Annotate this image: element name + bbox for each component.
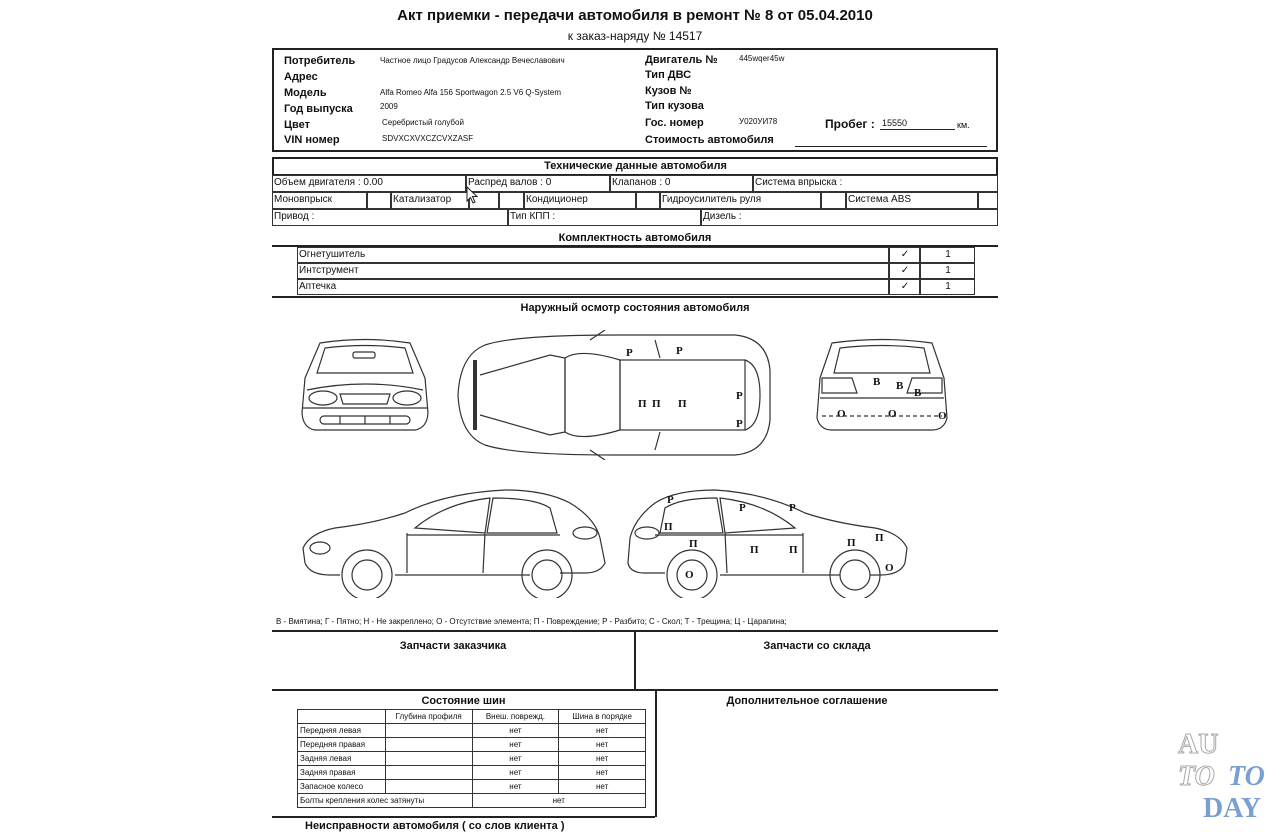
damage-mark: П xyxy=(678,398,687,410)
tech-cell: Система ABS xyxy=(846,192,978,209)
info-label: Потребитель xyxy=(284,55,356,67)
info-value-color: Серебристый голубой xyxy=(382,118,464,127)
tech-cell: Распред валов : 0 xyxy=(466,175,610,192)
tech-cell: Тип КПП : xyxy=(508,209,701,226)
damage-mark: О xyxy=(685,569,694,581)
damage-mark: Р xyxy=(676,345,683,357)
tires-header-row xyxy=(298,710,646,724)
info-label: Тип кузова xyxy=(645,100,704,112)
mileage-unit: км. xyxy=(957,120,970,130)
damage-mark: О xyxy=(837,408,846,420)
logo-to-outline: TO xyxy=(1178,761,1215,792)
kit-title: Комплектность автомобиля xyxy=(558,232,712,244)
info-label: Стоимость автомобиля xyxy=(645,134,774,146)
tire-damage[interactable]: нет xyxy=(472,766,559,780)
info-value-vin: SDVXCXVXCZCVXZASF xyxy=(382,134,474,143)
tires-header: Внеш. поврежд. xyxy=(472,710,559,724)
tire-row xyxy=(298,766,646,780)
kit-item-check[interactable]: ✓ xyxy=(889,279,920,295)
tech-cell: Объем двигателя : 0.00 xyxy=(272,175,466,192)
damage-mark: Р xyxy=(736,390,743,402)
damage-mark: П xyxy=(638,398,647,410)
info-label: Год выпуска xyxy=(284,103,353,115)
tire-name: Задняя левая xyxy=(298,752,386,766)
tire-damage[interactable]: нет xyxy=(472,738,559,752)
info-label: Адрес xyxy=(284,71,318,83)
tires-header: Шина в порядке xyxy=(559,710,646,724)
car-left-side-diagram xyxy=(295,478,615,598)
tech-cell: Дизель : xyxy=(701,209,998,226)
mileage-value: 15550 xyxy=(882,118,908,128)
damage-mark: В xyxy=(873,376,881,388)
damage-mark: В xyxy=(914,387,922,399)
damage-mark: Р xyxy=(736,418,743,430)
tech-cell: Моновпрыск xyxy=(272,192,367,209)
kit-item-name: Огнетушитель xyxy=(297,247,889,263)
order-reference: к заказ-наряду № 14517 xyxy=(567,29,703,43)
tire-depth[interactable] xyxy=(385,752,472,766)
tire-name: Передняя правая xyxy=(298,738,386,752)
damage-mark: В xyxy=(896,380,904,392)
bolts-row xyxy=(298,794,646,808)
tire-depth[interactable] xyxy=(385,724,472,738)
tire-row xyxy=(298,780,646,794)
damage-mark: Р xyxy=(626,347,633,359)
tires-header: Глубина профиля xyxy=(385,710,472,724)
document-title: Акт приемки - передачи автомобиля в ремонт № 8 от 05.04.2010 xyxy=(397,7,873,24)
info-value-year: 2009 xyxy=(380,102,398,111)
damage-legend: В - Вмятина; Г - Пятно; Н - Не закреплено; О - Отсутствие элемента; П - Повреждение; Р - Разбито; С - Скол; Т - Трещина; Ц - Царапина; xyxy=(276,617,787,626)
inspection-title: Наружный осмотр состояния автомобиля xyxy=(520,302,750,314)
parts-bottom-line xyxy=(272,689,998,691)
tech-checkbox[interactable] xyxy=(499,192,524,209)
tech-checkbox[interactable] xyxy=(821,192,846,209)
info-label: Модель xyxy=(284,87,327,99)
tech-title-cell xyxy=(272,157,998,175)
mileage-label: Пробег : xyxy=(825,117,875,131)
tires-table xyxy=(297,709,646,808)
info-label: Тип ДВС xyxy=(645,69,692,81)
kit-item-name: Аптечка xyxy=(297,279,889,295)
tires-divider xyxy=(655,689,657,817)
tire-name: Задняя правая xyxy=(298,766,386,780)
tire-row xyxy=(298,724,646,738)
tire-ok[interactable]: нет xyxy=(559,752,646,766)
damage-mark: П xyxy=(847,537,856,549)
tech-cell: Гидроусилитель руля xyxy=(660,192,821,209)
tech-checkbox[interactable] xyxy=(367,192,391,209)
stock-parts-title: Запчасти со склада xyxy=(763,640,871,652)
mileage-line xyxy=(880,129,955,130)
logo-day: DAY xyxy=(1203,793,1262,824)
tire-depth[interactable] xyxy=(385,738,472,752)
faults-title: Неисправности автомобиля ( со слов клиента ) xyxy=(305,820,565,832)
tire-ok[interactable]: нет xyxy=(559,738,646,752)
damage-mark: О xyxy=(888,408,897,420)
car-rear-view-diagram xyxy=(812,338,952,438)
logo-au: AU xyxy=(1178,729,1219,760)
damage-mark: П xyxy=(664,521,673,533)
damage-mark: Р xyxy=(667,494,674,506)
kit-bottom-line xyxy=(272,296,998,298)
tire-name: Запасное колесо xyxy=(298,780,386,794)
damage-mark: П xyxy=(652,398,661,410)
kit-item-qty: 1 xyxy=(920,263,975,279)
tires-title: Состояние шин xyxy=(421,695,506,707)
damage-mark: П xyxy=(689,538,698,550)
info-value-model: Alfa Romeo Alfa 156 Sportwagon 2.5 V6 Q-System xyxy=(380,88,561,97)
damage-mark: П xyxy=(789,544,798,556)
tire-row xyxy=(298,752,646,766)
tech-title: Технические данные автомобиля xyxy=(544,160,727,172)
tire-damage[interactable]: нет xyxy=(472,724,559,738)
kit-item-check[interactable]: ✓ xyxy=(889,247,920,263)
tire-damage[interactable]: нет xyxy=(472,752,559,766)
tire-ok[interactable]: нет xyxy=(559,724,646,738)
tire-depth[interactable] xyxy=(385,780,472,794)
damage-mark: П xyxy=(750,544,759,556)
damage-mark: Р xyxy=(789,502,796,514)
faults-top-line xyxy=(272,816,655,818)
info-value-consumer: Частное лицо Градусов Александр Вечеславович xyxy=(380,56,565,65)
bolts-value[interactable]: нет xyxy=(472,794,645,808)
damage-mark: О xyxy=(885,562,894,574)
info-label: VIN номер xyxy=(284,134,340,146)
agreement-title: Дополнительное соглашение xyxy=(726,695,888,707)
tire-row xyxy=(298,738,646,752)
info-label: Кузов № xyxy=(645,85,692,97)
customer-parts-title: Запчасти заказчика xyxy=(399,640,507,652)
tire-name: Передняя левая xyxy=(298,724,386,738)
mouse-cursor-icon xyxy=(466,186,480,206)
tire-ok[interactable]: нет xyxy=(559,766,646,780)
info-label: Гос. номер xyxy=(645,117,704,129)
kit-item-qty: 1 xyxy=(920,247,975,263)
kit-item-name: Интструмент xyxy=(297,263,889,279)
info-label: Цвет xyxy=(284,119,311,131)
tire-damage[interactable]: нет xyxy=(472,780,559,794)
tire-depth[interactable] xyxy=(385,766,472,780)
car-top-view-diagram xyxy=(455,330,775,460)
info-label: Двигатель № xyxy=(645,54,718,66)
info-value-plate: У020УИ78 xyxy=(739,117,778,126)
damage-mark: О xyxy=(938,410,947,422)
car-value-line xyxy=(795,146,987,147)
bolts-label: Болты крепления колес затянуты xyxy=(298,794,473,808)
kit-item-check[interactable]: ✓ xyxy=(889,263,920,279)
tech-cell: Кондиционер xyxy=(524,192,636,209)
tire-ok[interactable]: нет xyxy=(559,780,646,794)
tires-header xyxy=(298,710,386,724)
tech-checkbox[interactable] xyxy=(978,192,998,209)
damage-mark: П xyxy=(875,532,884,544)
tech-cell: Система впрыска : xyxy=(753,175,998,192)
car-front-view-diagram xyxy=(295,338,435,438)
tech-cell: Катализатор xyxy=(391,192,469,209)
tech-cell: Привод : xyxy=(272,209,508,226)
tech-checkbox[interactable] xyxy=(636,192,660,209)
kit-item-qty: 1 xyxy=(920,279,975,295)
logo-to-blue: TO xyxy=(1228,761,1265,792)
info-value-engine: 445wqer45w xyxy=(739,54,785,63)
tech-cell: Клапанов : 0 xyxy=(610,175,753,192)
damage-mark: Р xyxy=(739,502,746,514)
